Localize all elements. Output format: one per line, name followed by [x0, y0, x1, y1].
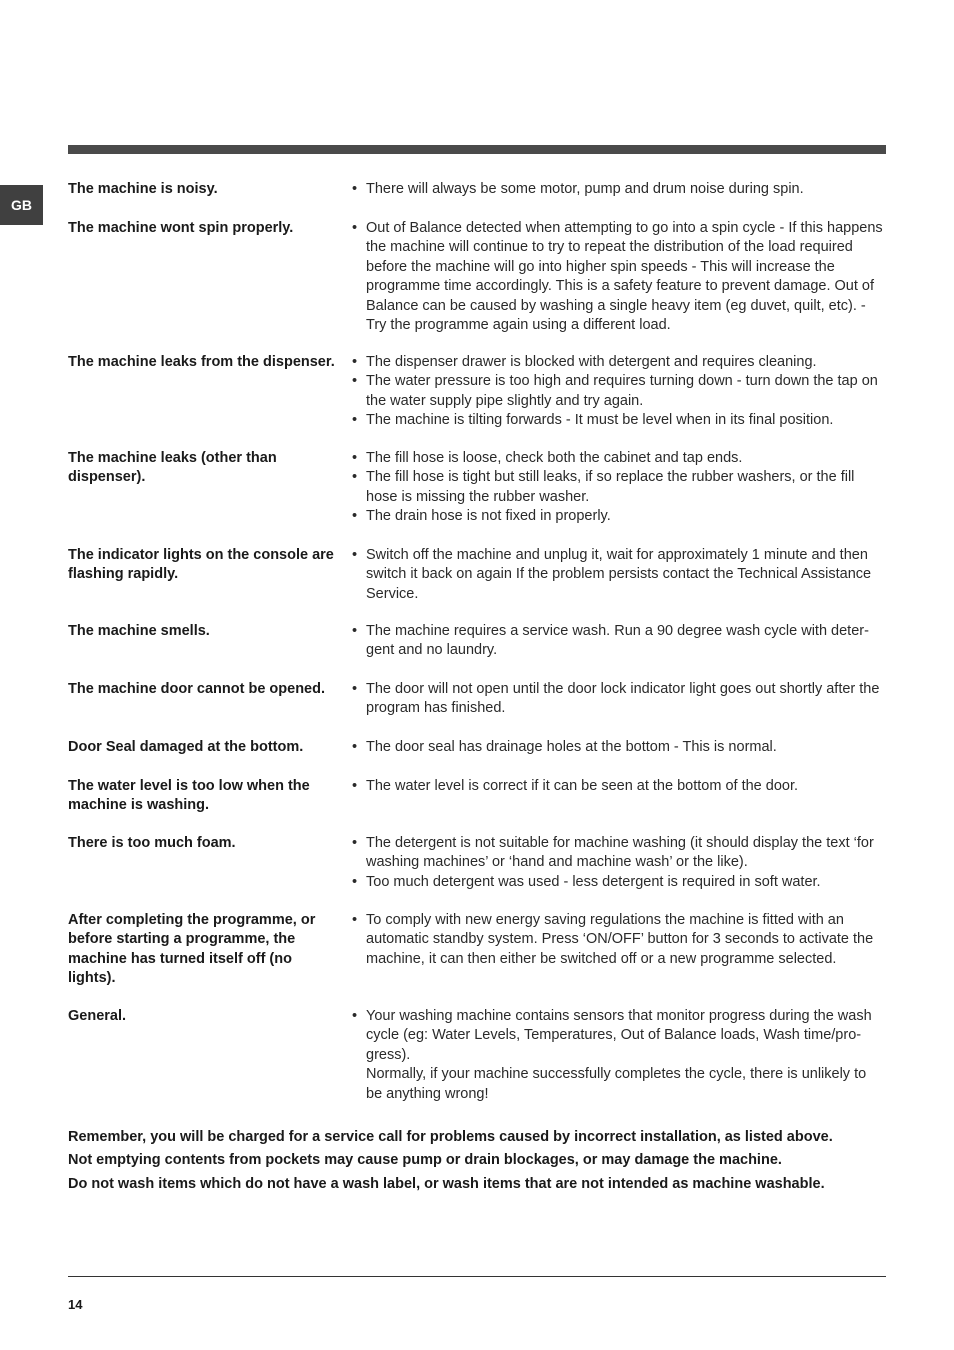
- solution-item: [352, 873, 886, 892]
- bullet-icon: •: [352, 681, 358, 697]
- problem-text: The water level is too low when the machine is washing.: [68, 778, 310, 814]
- solution-text: There will always be some motor, pump and drum noise during spin.: [366, 181, 804, 197]
- solution-list: [352, 738, 886, 757]
- footer-rule: [68, 1276, 886, 1277]
- solution-text: The machine requires a service wash. Run a 90 degree wash cycle with deter-gent and no laundry.: [366, 623, 869, 659]
- solution-text: Your washing machine contains sensors that monitor progress during the wash cycle (eg: Water Levels, Temperatures, Out of Balance loads, Wash time/pro-gress).: [366, 1008, 872, 1063]
- solution-text: The machine is tilting forwards - It must be level when in its final position.: [366, 412, 834, 429]
- language-tab: GB: [0, 185, 43, 225]
- problem-text: The machine door cannot be opened.: [68, 681, 325, 697]
- bullet-icon: •: [352, 835, 358, 851]
- solution-list: [352, 180, 886, 199]
- bullet-icon: •: [352, 873, 358, 890]
- bullet-icon: •: [352, 623, 358, 639]
- solution-item: [352, 1007, 886, 1065]
- solution-text: The fill hose is tight but still leaks, if so replace the rubber washers, or the fill hose is missing the rubber washer.: [366, 469, 855, 505]
- bullet-icon: •: [352, 469, 358, 486]
- problem-text: The indicator lights on the console are flashing rapidly.: [68, 547, 334, 583]
- solution-text: Too much detergent was used - less detergent is required in soft water.: [366, 873, 821, 890]
- solution-list: [352, 622, 886, 661]
- bullet-icon: •: [352, 739, 358, 755]
- solution-text: The door seal has drainage holes at the bottom - This is normal.: [366, 739, 777, 755]
- solution-item: [352, 738, 886, 757]
- problem-text: The machine leaks from the dispenser.: [68, 354, 335, 370]
- solution-list: [352, 449, 886, 527]
- bullet-icon: •: [352, 912, 358, 928]
- problem-text: The machine leaks (other than dispenser).: [68, 450, 277, 486]
- footer-note: Do not wash items which do not have a wash label, or wash items that are not intended as machine washable.: [68, 1175, 825, 1192]
- solution-list: [352, 546, 886, 604]
- solution-list: [352, 834, 886, 892]
- solution-item: [352, 468, 886, 507]
- solution-text: Out of Balance detected when attempting to go into a spin cycle - If this happens the machine will continue to try to repeat the distribution of the load required before the machine will go into higher spin speeds - This will increase the programme time accordingly. This is a safety feature to prevent damage. Out of Balance can be caused by washing a single heavy item (eg duvet, quilt, etc). - Try the programme again using a different load.: [366, 220, 883, 334]
- solution-item: [352, 1065, 886, 1104]
- problem-text: The machine smells.: [68, 623, 210, 639]
- bullet-icon: •: [352, 547, 358, 563]
- solution-item: [352, 507, 886, 526]
- bullet-icon: •: [352, 508, 358, 525]
- bullet-icon: •: [352, 373, 358, 390]
- solution-item: [352, 372, 886, 411]
- solution-text: The door will not open until the door lock indicator light goes out shortly after the program has finished.: [366, 681, 880, 717]
- problem-text: The machine is noisy.: [68, 181, 218, 197]
- bullet-icon: •: [352, 450, 358, 466]
- bullet-icon: •: [352, 778, 358, 794]
- solution-list: [352, 911, 886, 969]
- problem-text: There is too much foam.: [68, 835, 236, 851]
- solution-list: [352, 219, 886, 335]
- bullet-icon: •: [352, 1008, 358, 1024]
- problem-text: After completing the programme, or before starting a programme, the machine has turned itself off (no lights).: [68, 912, 316, 987]
- solution-text: Switch off the machine and unplug it, wait for approximately 1 minute and then switch it back on again If the problem persists contact the Technical Assistance Service.: [366, 547, 872, 602]
- solution-item: [352, 219, 886, 335]
- solution-text: Normally, if your machine successfully completes the cycle, there is unlikely to be anything wrong!: [366, 1066, 867, 1102]
- solution-item: [352, 353, 886, 372]
- bullet-icon: •: [352, 181, 358, 197]
- solution-list: [352, 1007, 886, 1104]
- solution-item: [352, 449, 886, 468]
- solution-text: The dispenser drawer is blocked with detergent and requires cleaning.: [366, 354, 817, 370]
- solution-item: [352, 680, 886, 719]
- problem-text: General.: [68, 1008, 127, 1024]
- solution-text: The fill hose is loose, check both the cabinet and tap ends.: [366, 450, 743, 466]
- bullet-icon: •: [352, 220, 358, 236]
- solution-item: [352, 777, 886, 796]
- solution-item: [352, 622, 886, 661]
- solution-item: [352, 180, 886, 199]
- header-rule: [68, 145, 886, 154]
- problem-text: The machine wont spin properly.: [68, 220, 294, 236]
- footer-note: Remember, you will be charged for a service call for problems caused by incorrect installation, as listed above.: [68, 1129, 833, 1145]
- solution-list: [352, 680, 886, 719]
- solution-text: To comply with new energy saving regulations the machine is fitted with an automatic standby system. Press ‘ON/OFF’ button for 3 seconds to activate the machine, it can then either be switched off or a new programme selected.: [366, 912, 874, 967]
- problem-text: Door Seal damaged at the bottom.: [68, 739, 304, 755]
- bullet-icon: •: [352, 354, 358, 370]
- solution-text: The detergent is not suitable for machine washing (it should display the text ‘for washing machines’ or ‘hand and machine wash’ or the like).: [366, 835, 874, 871]
- solution-list: [352, 353, 886, 431]
- solution-text: The drain hose is not fixed in properly.: [366, 508, 611, 525]
- bullet-icon: •: [352, 412, 358, 429]
- solution-item: [352, 411, 886, 430]
- footer-notes: [68, 1128, 886, 1198]
- solution-item: [352, 546, 886, 604]
- solution-text: The water pressure is too high and requires turning down - turn down the tap on the water supply pipe slightly and try again.: [366, 373, 878, 409]
- page-number: 14: [68, 1297, 83, 1312]
- solution-list: [352, 777, 886, 796]
- footer-note: Not emptying contents from pockets may cause pump or drain blockages, or may damage the machine.: [68, 1152, 782, 1169]
- solution-text: The water level is correct if it can be seen at the bottom of the door.: [366, 778, 799, 794]
- solution-item: [352, 834, 886, 873]
- solution-item: [352, 911, 886, 969]
